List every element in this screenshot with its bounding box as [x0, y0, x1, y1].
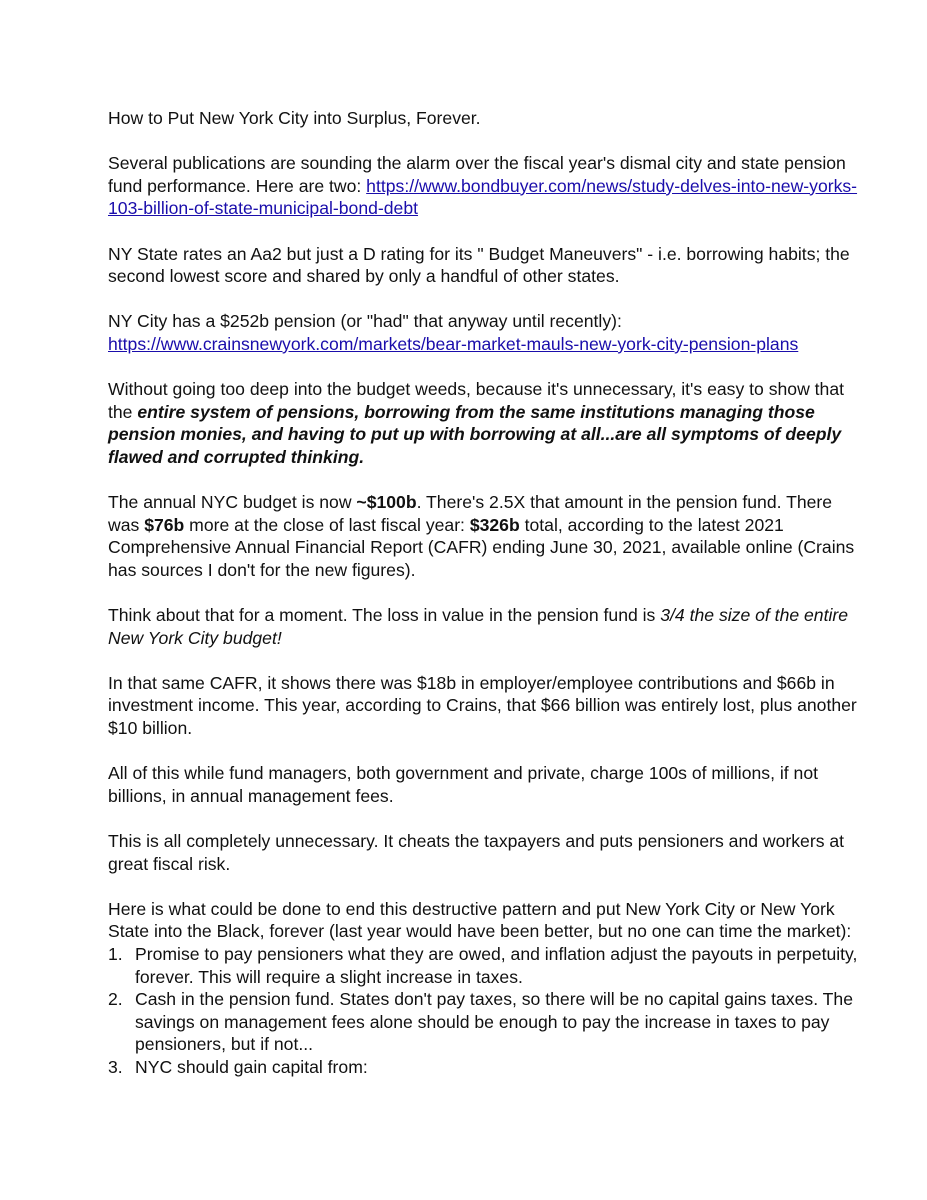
list-item [108, 988, 868, 1056]
document-body [108, 107, 868, 1079]
paragraph-text: Several publications are sounding the alarm over the fiscal year's dismal city and state pension fund performance. Here are two: [108, 153, 846, 196]
paragraph-budget-weeds [108, 378, 868, 468]
text-segment: more at the close of last fiscal year: [184, 514, 470, 535]
budget-amount: ~$100b [356, 492, 417, 513]
paragraph-budget-figures [108, 491, 868, 581]
paragraph-publications [108, 152, 868, 220]
loss-amount: $76b [144, 514, 185, 535]
list-item [108, 943, 868, 988]
document-title: How to Put New York City into Surplus, Forever. [108, 108, 481, 128]
crains-link[interactable]: https://www.crainsnewyork.com/markets/bear-market-mauls-new-york-city-pension-plans [108, 333, 799, 354]
list-text: Cash in the pension fund. States don't pay taxes, so there will be no capital gains taxes. The savings on management fees alone should be enough to pay the increase in taxes to pay pensioners, but if not... [135, 989, 853, 1055]
list-item [108, 1056, 868, 1079]
paragraph-text: Without going too deep into the budget weeds, because it's unnecessary, it's easy to show that the [108, 379, 845, 422]
paragraph-city-pension [108, 310, 868, 355]
paragraph-cafr: In that same CAFR, it shows there was $18b in employer/employee contributions and $66b in investment income. This year, according to Crains, that $66 billion was entirely lost, plus another $10 billion. [108, 672, 857, 739]
emphasis-text: entire system of pensions, borrowing from the same institutions managing those pension monies, and having to put up with borrowing at all...are all symptoms of deeply flawed and corrupted thinking. [108, 401, 842, 467]
paragraph-state-rating: NY State rates an Aa2 but just a D rating for its " Budget Maneuvers" - i.e. borrowing habits; the second lowest score and shared by only a handful of other states. [108, 243, 850, 287]
list-text: NYC should gain capital from: [135, 1056, 368, 1077]
paragraph-fees: All of this while fund managers, both government and private, charge 100s of millions, if not billions, in annual management fees. [108, 763, 819, 806]
paragraph-solution-intro: Here is what could be done to end this destructive pattern and put New York City or New York State into the Black, forever (last year would have been better, but no one can time the market): [108, 898, 852, 942]
paragraph-think-about [108, 604, 868, 649]
paragraph-unnecessary: This is all completely unnecessary. It cheats the taxpayers and puts pensioners and workers at great fiscal risk. [108, 831, 845, 874]
list-text: Promise to pay pensioners what they are owed, and inflation adjust the payouts in perpetuity, forever. This will require a slight increase in taxes. [135, 943, 858, 987]
list-number: 1. [108, 943, 123, 964]
bondbuyer-link[interactable]: https://www.bondbuyer.com/news/study-delves-into-new-yorks-103-billion-of-state-municipal-bond-debt [108, 175, 858, 219]
total-amount: $326b [469, 514, 520, 535]
list-number: 2. [108, 989, 123, 1010]
text-segment: total, according to the latest 2021 Comprehensive Annual Financial Report (CAFR) ending June 30, 2021, available online (Crains has sources I don't for the new figures). [108, 514, 855, 580]
text-segment: . There's 2.5X that amount in the pension fund. There was [108, 492, 833, 535]
list-number: 3. [108, 1056, 123, 1077]
paragraph-text: NY City has a $252b pension (or "had" that anyway until recently): [108, 311, 622, 332]
text-segment: The annual NYC budget is now [108, 492, 357, 513]
italic-text: 3/4 the size of the entire New York City budget! [108, 605, 849, 648]
paragraph-text: Think about that for a moment. The loss in value in the pension fund is [108, 605, 661, 626]
solution-list [108, 943, 868, 1079]
